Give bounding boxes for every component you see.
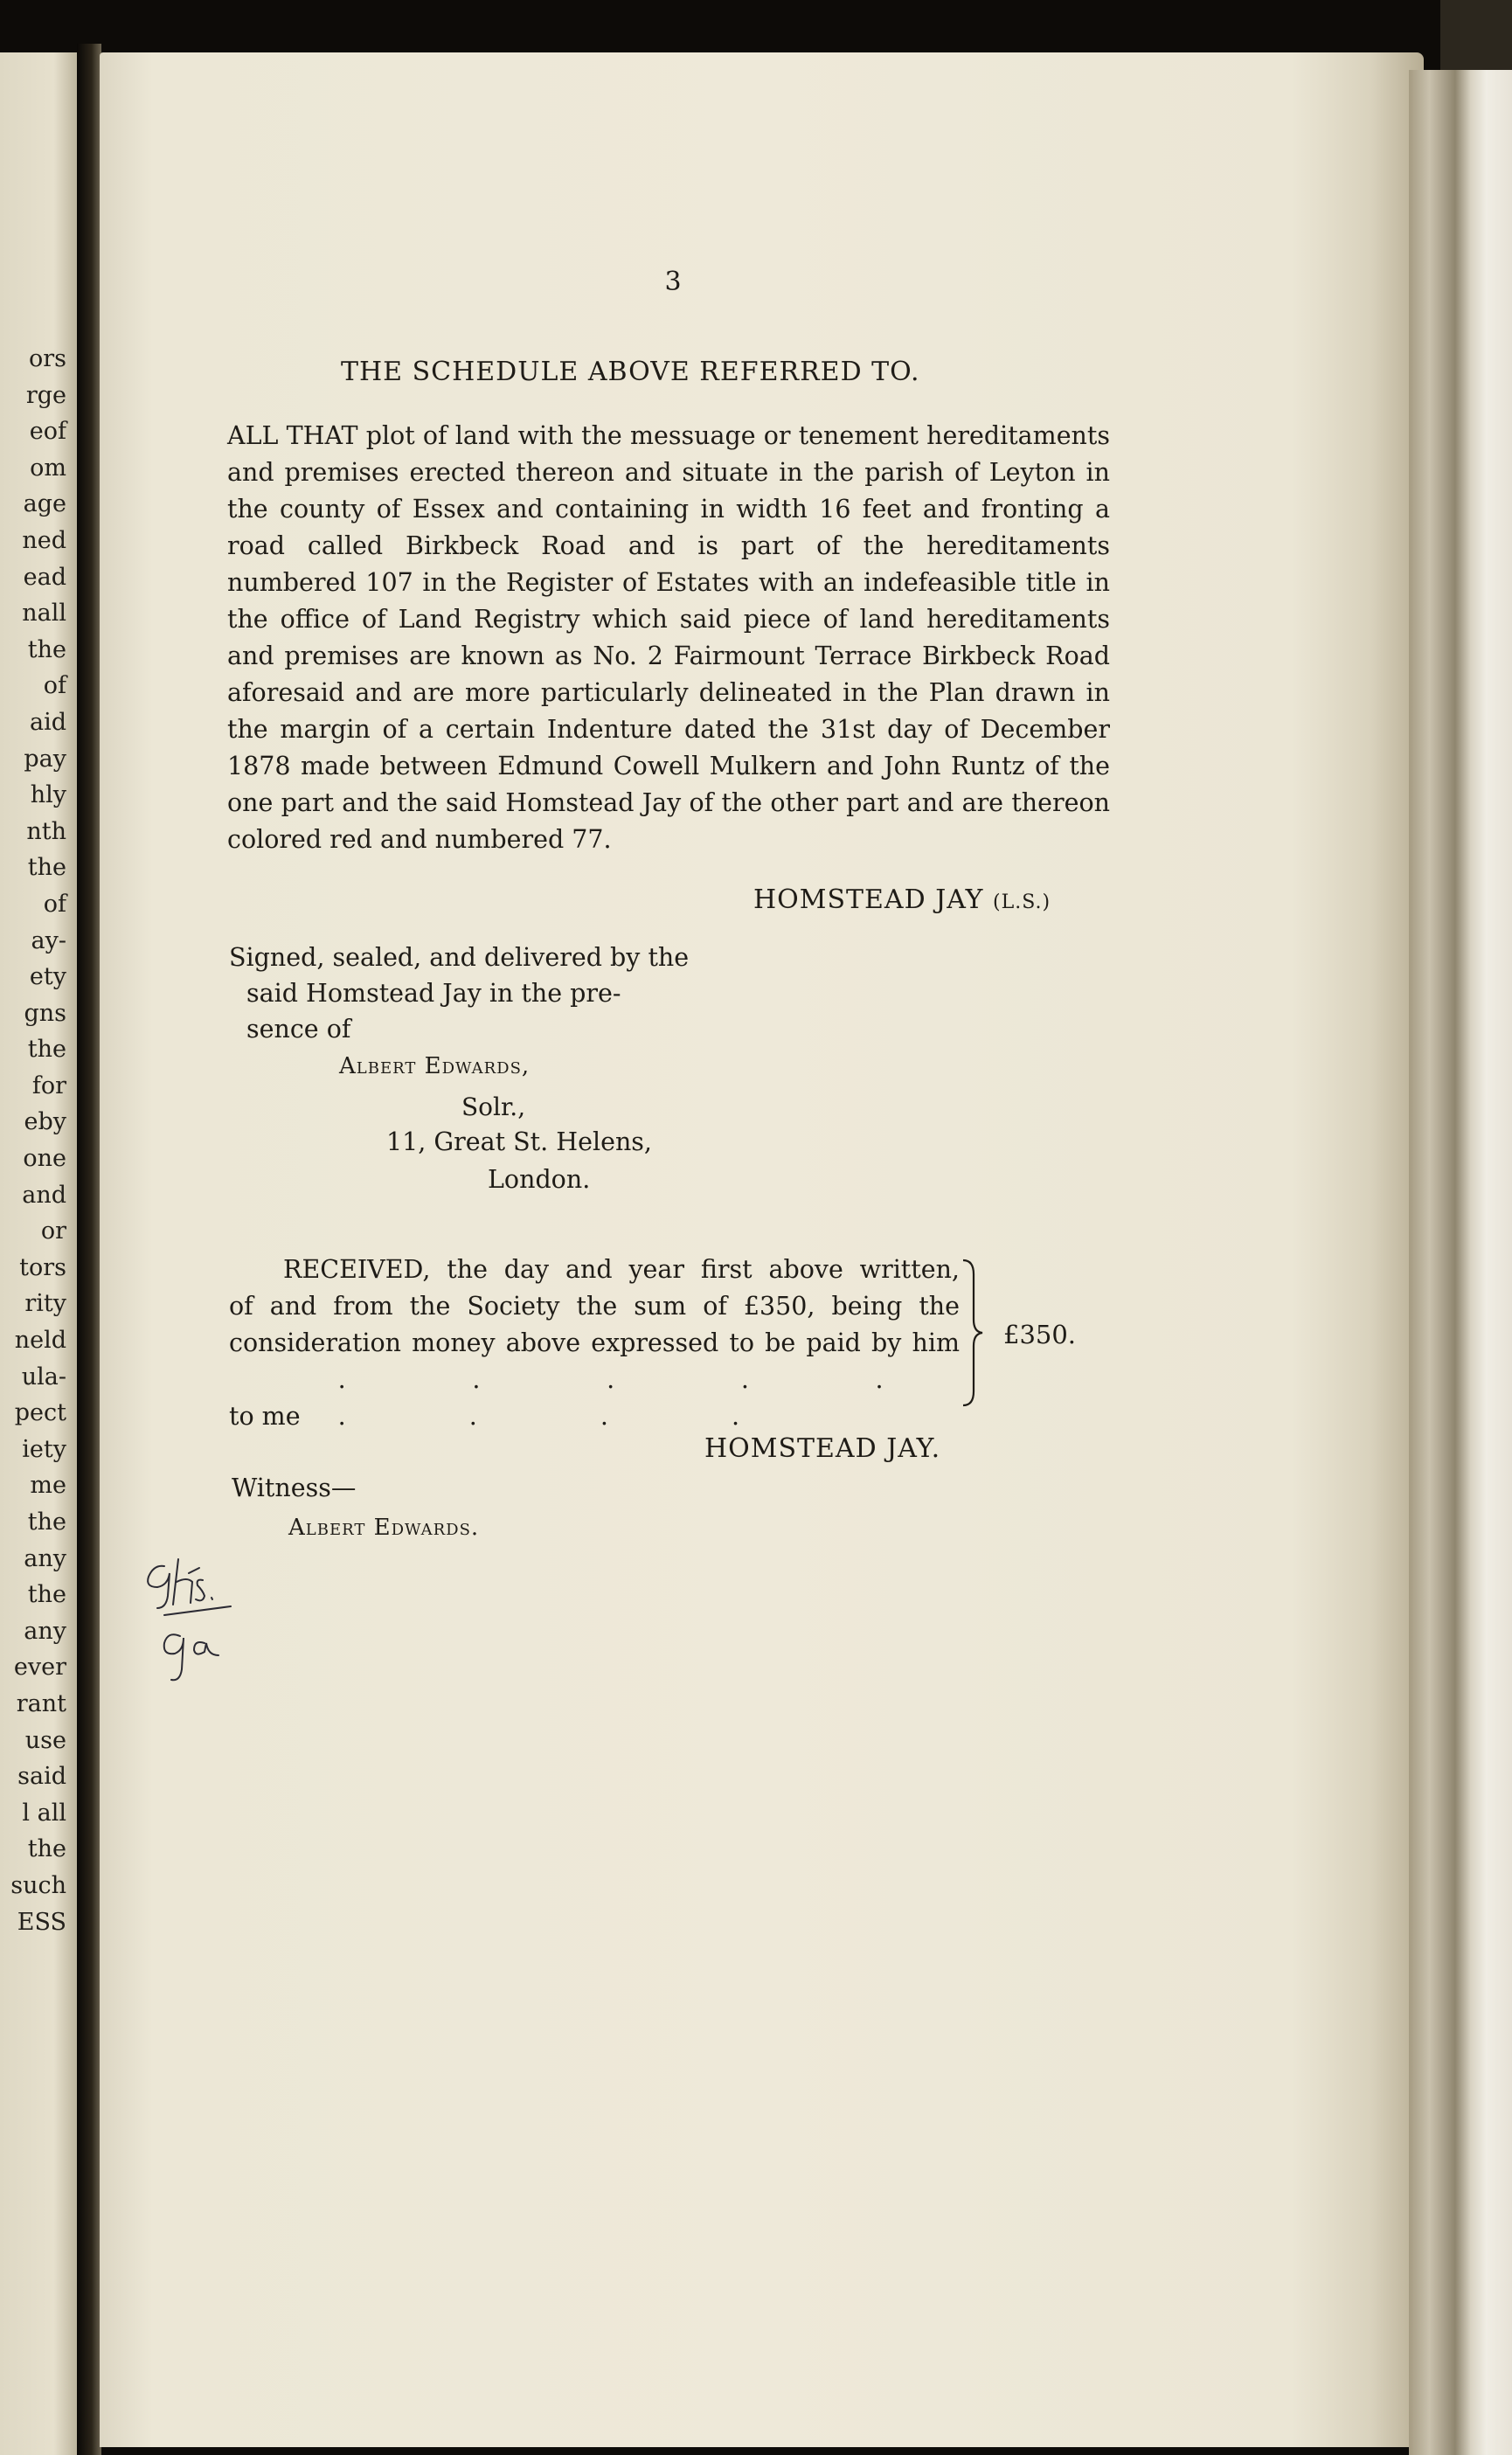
facing-page-fragment: nth — [26, 817, 66, 845]
facing-page-fragment: ula- — [21, 1363, 66, 1390]
facing-page-fragment: said — [17, 1763, 66, 1791]
receipt-line-2: of and from the Society the sum of £350, being the — [229, 1292, 960, 1321]
facing-page-fragment: rity — [24, 1290, 66, 1318]
witness-name-2: Albert Edwards. — [288, 1515, 480, 1541]
facing-page-fragment: hly — [30, 781, 66, 809]
facing-page-fragment: rant — [16, 1689, 66, 1717]
receipt-signature: HOMSTEAD JAY. — [704, 1433, 941, 1464]
receipt-line-4-text: to me — [229, 1402, 301, 1431]
facing-page-fragment: pect — [14, 1399, 66, 1427]
facing-page-fragment: the — [27, 1508, 66, 1536]
facing-page-fragment: ead — [23, 563, 66, 591]
witness-city: London. — [488, 1165, 591, 1194]
facing-page-fragment: ety — [29, 963, 66, 991]
facing-page-fragment: ned — [22, 526, 66, 554]
signatory-name: HOMSTEAD JAY — [753, 884, 984, 915]
facing-page-fragment: gns — [24, 999, 66, 1027]
page-number: 3 — [664, 267, 682, 297]
facing-page-fragment: and — [22, 1181, 66, 1209]
receipt-clause — [229, 1252, 960, 1435]
facing-page-fragment: pay — [24, 745, 66, 773]
facing-page-fragment: ever — [13, 1654, 66, 1682]
facing-page-fragment: iety — [22, 1435, 66, 1463]
facing-page-fragment: ay- — [31, 926, 66, 954]
facing-page-fragment: me — [30, 1472, 66, 1500]
facing-page-fragment: use — [24, 1726, 66, 1754]
book-gutter — [77, 44, 101, 2455]
facing-page-fragment: the — [27, 635, 66, 663]
seal-mark: (L.S.) — [993, 891, 1051, 913]
witness-label: Witness— — [232, 1474, 357, 1502]
facing-page-fragment: nall — [22, 600, 66, 628]
receipt-line-1: RECEIVED, the day and year first above written, — [283, 1255, 960, 1284]
execution-line-1: Signed, sealed, and delivered by the — [229, 943, 690, 972]
witness-address: 11, Great St. Helens, — [386, 1127, 652, 1156]
facing-page-fragment: om — [30, 454, 66, 482]
facing-page-fragment: tors — [19, 1253, 66, 1281]
facing-page-fragment: any — [24, 1617, 66, 1645]
handwritten-initials — [138, 1547, 269, 1687]
facing-page-fragment: eby — [24, 1108, 66, 1136]
receipt-line-4 — [229, 1362, 960, 1435]
facing-page-fragment: l all — [22, 1799, 66, 1827]
facing-page-fragment: the — [27, 1036, 66, 1064]
receipt-amount: £350. — [1003, 1320, 1077, 1349]
schedule-paragraph: ALL THAT plot of land with the messuage or tenement hereditaments and premises erected thereon and situate in the parish of Leyton in the county of Essex and containing in width 16 feet and fronting a road called Birkbeck Road and is part of the hereditaments numbered 107 in the Register of Estates with an indefeasible title in the office of Land Registry which said piece of land hereditaments and premises are known as No. 2 Fairmount Terrace Birkbeck Road aforesaid and are more particularly delineated in the Plan drawn in the margin of a certain Indenture dated the 31st day of December 1878 made between Edmund Cowell Mulkern and John Runtz of the one part and the said Homstead Jay of the other part and are thereon colored red and numbered 77. — [227, 421, 1110, 854]
leader-dots: . . . . . . . . . — [337, 1365, 941, 1431]
execution-clause — [229, 940, 689, 1047]
facing-page-text — [10, 341, 66, 1940]
document-page — [100, 52, 1424, 2447]
facing-page-fragment: neld — [14, 1327, 66, 1355]
facing-page-fragment: aid — [29, 708, 66, 736]
facing-page-fragment: any — [24, 1544, 66, 1572]
facing-page-fragment: for — [31, 1071, 66, 1099]
facing-page-fragment: the — [27, 1835, 66, 1863]
facing-page-fragment: one — [23, 1145, 66, 1173]
facing-page-fragment: the — [27, 854, 66, 882]
facing-page-fragment: rge — [25, 381, 66, 409]
page-title: THE SCHEDULE ABOVE REFERRED TO. — [341, 357, 920, 387]
brace-icon — [960, 1259, 986, 1407]
execution-line-3: sence of — [246, 1015, 351, 1044]
facing-page-fragment: of — [43, 672, 66, 700]
witness-title: Solr., — [461, 1092, 526, 1121]
facing-page-fragment: eof — [29, 418, 66, 446]
receipt-line-3: consideration money above expressed to be paid by him — [229, 1328, 960, 1357]
page-edges — [1409, 70, 1512, 2455]
witness-name: Albert Edwards, — [339, 1053, 531, 1079]
facing-page-fragment: or — [40, 1217, 66, 1245]
facing-page — [0, 52, 77, 2455]
execution-line-2: said Homstead Jay in the pre- — [246, 979, 621, 1008]
signature-name — [753, 884, 1051, 915]
facing-page-fragment: ESS — [17, 1908, 66, 1936]
facing-page-fragment: age — [23, 490, 66, 518]
facing-page-fragment: ors — [28, 345, 66, 372]
facing-page-fragment: the — [27, 1581, 66, 1609]
facing-page-fragment: such — [10, 1871, 66, 1899]
facing-page-fragment: of — [43, 890, 66, 918]
